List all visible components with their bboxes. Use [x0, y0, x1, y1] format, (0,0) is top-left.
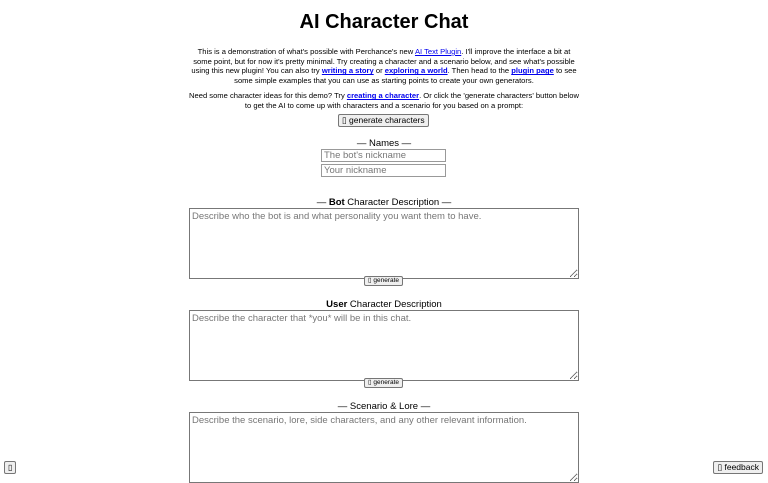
user-description-heading	[0, 299, 768, 310]
text: Character Description —	[344, 197, 452, 208]
menu-button[interactable]: ▯	[4, 461, 16, 474]
text: This is a demonstration of what's possible with Perchance's new	[197, 47, 415, 56]
text: Bot	[328, 197, 345, 208]
generate-bot-description-button[interactable]: ▯ generate	[364, 276, 403, 286]
text: Need some character ideas for this demo? Try	[189, 91, 347, 101]
text: to see some simple examples that you can use as starting points to create your own generators.	[234, 66, 577, 85]
generate-characters-button[interactable]: ▯ generate characters	[338, 114, 429, 127]
ideas-paragraph	[189, 91, 579, 110]
feedback-button[interactable]: ▯ feedback	[713, 461, 763, 474]
text: . Then head to the	[447, 66, 512, 76]
scenario-textarea[interactable]	[189, 412, 579, 483]
page-title: AI Character Chat	[299, 11, 469, 33]
text: User	[326, 299, 348, 310]
text: . I'll improve the interface a bit at some point, but for now it's pretty minimal. Try creating a character and a scenario below, and see what's possible using this new plugin! You can also try	[191, 47, 575, 76]
bot-description-textarea[interactable]	[189, 208, 579, 279]
bot-description-heading	[0, 197, 768, 208]
user-description-textarea[interactable]	[189, 310, 579, 381]
generate-user-description-button[interactable]: ▯ generate	[364, 378, 403, 388]
writing-story-link[interactable]: writing a story	[321, 66, 374, 76]
intro-paragraph	[189, 47, 579, 85]
plugin-page-link[interactable]: plugin page	[511, 66, 554, 76]
text: . Or click the 'generate characters' button below to get the AI to come up with characters and a scenario for you based on a prompt:	[244, 91, 579, 110]
bot-nickname-input[interactable]	[321, 149, 446, 162]
text: or	[373, 66, 385, 76]
exploring-world-link[interactable]: exploring a world	[384, 66, 448, 76]
text: —	[316, 197, 329, 208]
names-heading: — Names —	[356, 138, 412, 149]
intro-text	[189, 47, 579, 117]
text: Character Description	[347, 299, 442, 310]
scenario-heading: — Scenario & Lore —	[337, 401, 431, 412]
creating-character-link[interactable]: creating a character	[346, 91, 420, 101]
user-nickname-input[interactable]	[321, 164, 446, 177]
ai-text-plugin-link[interactable]: AI Text Plugin	[414, 47, 462, 56]
